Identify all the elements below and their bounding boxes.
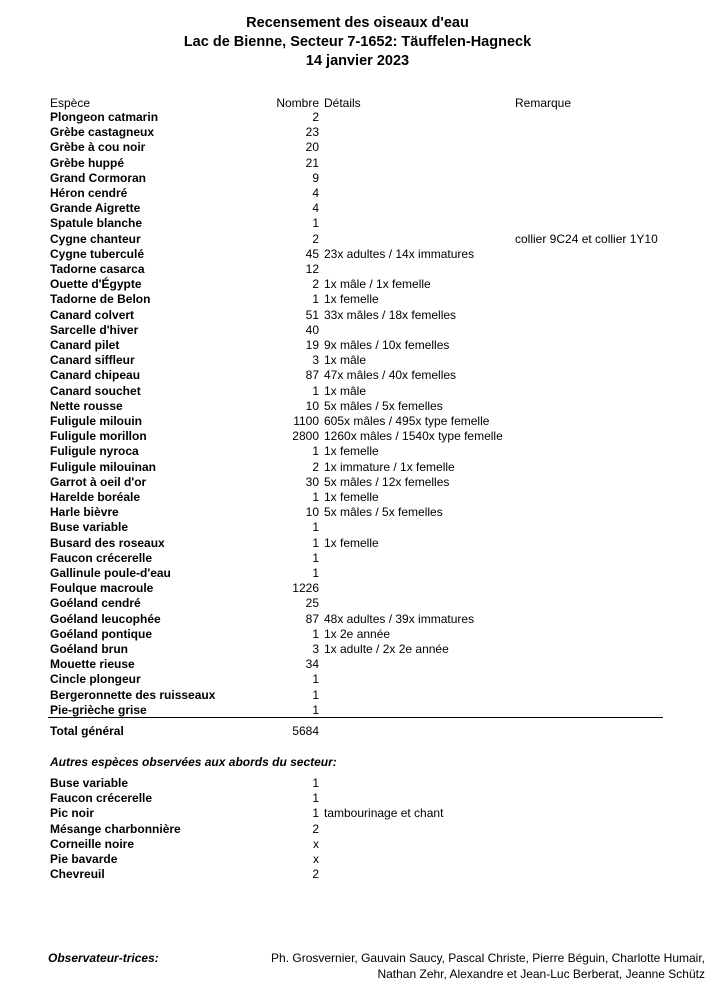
species-count: 10 (305, 398, 319, 413)
species-row (0, 110, 715, 125)
species-name: Garrot à oeil d'or (50, 474, 147, 489)
species-name: Faucon crécerelle (50, 791, 153, 806)
species-count: 34 (305, 657, 319, 672)
species-row (0, 262, 715, 277)
column-header-species: Espèce (50, 96, 91, 110)
species-details: 1x femelle (324, 490, 379, 504)
species-row (0, 581, 715, 596)
species-count: 1226 (292, 581, 319, 596)
species-name: Goéland pontique (50, 626, 152, 641)
species-row (0, 125, 715, 140)
species-count: 21 (305, 155, 319, 170)
species-count: 4 (312, 201, 319, 216)
species-count: 51 (305, 307, 319, 322)
species-name: Grand Cormoran (50, 170, 147, 185)
species-name: Goéland leucophée (50, 611, 161, 626)
species-row (0, 292, 715, 307)
species-row (0, 505, 715, 520)
document-title: Recensement des oiseaux d'eau (246, 15, 469, 31)
species-row (0, 140, 715, 155)
species-count: 1 (312, 672, 319, 687)
species-details: 5x mâles / 5x femelles (324, 398, 443, 413)
species-row (0, 596, 715, 611)
species-details: 23x adultes / 14x immatures (324, 246, 475, 261)
observers-line-2: Nathan Zehr, Alexandre et Jean-Luc Berberat, Jeanne Schütz (377, 966, 705, 981)
total-label: Total général (50, 724, 124, 738)
column-header-count: Nombre (276, 96, 319, 110)
species-row (0, 657, 715, 672)
species-name: Pie-grièche grise (50, 702, 147, 717)
species-name: Grèbe huppé (50, 155, 125, 170)
observers-line-1: Ph. Grosvernier, Gauvain Saucy, Pascal Christe, Pierre Béguin, Charlotte Humair, (271, 951, 705, 965)
other-species-row (0, 806, 715, 821)
species-count: 1 (312, 791, 319, 806)
other-species-row (0, 791, 715, 806)
species-count: 1100 (293, 414, 319, 428)
species-count: 87 (305, 368, 319, 383)
species-count: 87 (305, 611, 319, 626)
species-count: x (313, 836, 319, 851)
species-name: Mouette rieuse (50, 657, 135, 672)
species-details: 47x mâles / 40x femelles (324, 368, 457, 383)
species-count: 30 (305, 474, 319, 489)
species-name: Ouette d'Égypte (50, 277, 142, 292)
species-count: 9 (312, 170, 319, 185)
species-count: 1 (312, 566, 319, 580)
species-name: Fuligule milouinan (50, 459, 156, 474)
species-row (0, 520, 715, 535)
species-name: Héron cendré (50, 186, 128, 200)
species-name: Harelde boréale (50, 490, 141, 504)
species-row (0, 475, 715, 490)
species-count: 2 (312, 231, 319, 246)
species-details: 1x immature / 1x femelle (324, 459, 455, 474)
species-count: 10 (305, 505, 319, 520)
total-count: 5684 (292, 724, 319, 738)
species-details: 5x mâles / 12x femelles (324, 474, 450, 489)
species-name: Canard colvert (50, 307, 135, 322)
species-count: 1 (312, 216, 319, 231)
species-name: Mésange charbonnière (50, 821, 181, 836)
species-count: 1 (312, 806, 319, 821)
species-count: x (313, 852, 319, 866)
species-name: Cygne chanteur (50, 231, 141, 246)
species-row (0, 216, 715, 231)
species-details: 605x mâles / 495x type femelle (324, 414, 490, 428)
species-count: 12 (305, 262, 319, 276)
species-row (0, 338, 715, 353)
species-row (0, 368, 715, 383)
total-divider (48, 717, 663, 718)
species-count: 2 (312, 821, 319, 836)
observers-label: Observateur-trices: (48, 951, 159, 965)
species-name: Faucon crécerelle (50, 550, 153, 565)
species-count: 4 (312, 186, 319, 200)
species-name: Gallinule poule-d'eau (50, 566, 171, 580)
species-row (0, 353, 715, 368)
other-species-row (0, 837, 715, 852)
species-name: Tadorne casarca (50, 262, 145, 276)
species-name: Harle bièvre (50, 505, 119, 520)
species-count: 2 (312, 277, 319, 292)
other-species-row (0, 867, 715, 882)
species-details: 1x adulte / 2x 2e année (324, 642, 449, 656)
column-header-remark: Remarque (515, 96, 572, 110)
species-count: 1 (312, 702, 319, 717)
column-header-details: Détails (324, 96, 361, 110)
species-row (0, 429, 715, 444)
species-row (0, 703, 715, 718)
species-count: 2 (312, 110, 319, 124)
species-details: 1x mâle (324, 353, 367, 368)
species-row (0, 612, 715, 627)
species-row (0, 277, 715, 292)
species-name: Fuligule milouin (50, 414, 142, 428)
species-count: 23 (305, 125, 319, 140)
species-name: Spatule blanche (50, 216, 143, 231)
species-row (0, 201, 715, 216)
species-name: Nette rousse (50, 398, 123, 413)
species-count: 1 (312, 535, 319, 550)
species-details: 1x femelle (324, 292, 379, 307)
species-row (0, 171, 715, 186)
species-row (0, 186, 715, 201)
species-details: 5x mâles / 5x femelles (324, 505, 443, 520)
species-row (0, 642, 715, 657)
other-species-heading: Autres espèces observées aux abords du secteur: (50, 755, 337, 769)
species-name: Plongeon catmarin (50, 110, 159, 124)
species-name: Chevreuil (50, 867, 105, 882)
other-species-row (0, 852, 715, 867)
species-row (0, 308, 715, 323)
observers-list (235, 951, 705, 982)
species-name: Buse variable (50, 776, 129, 790)
species-name: Sarcelle d'hiver (50, 322, 139, 337)
species-name: Goéland brun (50, 642, 128, 656)
document-date: 14 janvier 2023 (305, 53, 410, 69)
species-count: 1 (312, 687, 319, 702)
species-row (0, 156, 715, 171)
species-row (0, 232, 715, 247)
species-remark: collier 9C24 et collier 1Y10 (515, 231, 658, 246)
species-name: Bergeronnette des ruisseaux (50, 687, 216, 702)
species-name: Canard siffleur (50, 353, 135, 368)
species-details: 1260x mâles / 1540x type femelle (324, 429, 503, 444)
species-count: 1 (312, 550, 319, 565)
species-row (0, 384, 715, 399)
species-count: 20 (305, 140, 319, 155)
species-row (0, 323, 715, 338)
species-row (0, 672, 715, 687)
species-row (0, 688, 715, 703)
species-row (0, 627, 715, 642)
species-name: Tadorne de Belon (50, 292, 151, 307)
species-details: 1x mâle (324, 383, 367, 398)
species-row (0, 399, 715, 414)
species-row (0, 444, 715, 459)
species-count: 3 (312, 642, 319, 656)
species-count: 1 (312, 626, 319, 641)
total-row (0, 724, 715, 739)
species-count: 1 (312, 520, 319, 535)
species-details: tambourinage et chant (324, 806, 444, 821)
other-species-row (0, 822, 715, 837)
species-name: Buse variable (50, 520, 129, 535)
species-name: Pic noir (50, 806, 95, 821)
species-name: Grèbe à cou noir (50, 140, 146, 155)
species-details: 9x mâles / 10x femelles (324, 338, 450, 352)
species-row (0, 566, 715, 581)
document-subtitle-location: Lac de Bienne, Secteur 7-1652: Täuffelen-Hagneck (183, 34, 532, 50)
species-name: Fuligule morillon (50, 429, 147, 444)
species-row (0, 460, 715, 475)
species-count: 19 (305, 338, 319, 352)
species-details: 48x adultes / 39x immatures (324, 611, 475, 626)
species-name: Goéland cendré (50, 596, 141, 611)
species-row (0, 490, 715, 505)
species-count: 1 (312, 776, 319, 790)
species-name: Busard des roseaux (50, 535, 165, 550)
species-count: 1 (312, 292, 319, 307)
species-name: Canard pilet (50, 338, 120, 352)
species-name: Grande Aigrette (50, 201, 141, 216)
species-count: 45 (305, 246, 319, 261)
species-name: Corneille noire (50, 836, 135, 851)
species-count: 1 (312, 444, 319, 459)
species-count: 2 (312, 867, 319, 882)
species-name: Cincle plongeur (50, 672, 141, 687)
species-name: Grèbe castagneux (50, 125, 155, 140)
species-details: 33x mâles / 18x femelles (324, 307, 457, 322)
other-species-row (0, 776, 715, 791)
species-details: 1x mâle / 1x femelle (324, 277, 431, 292)
species-name: Cygne tuberculé (50, 246, 145, 261)
species-name: Foulque macroule (50, 581, 154, 596)
species-details: 1x femelle (324, 535, 379, 550)
species-name: Pie bavarde (50, 852, 118, 866)
species-row (0, 414, 715, 429)
species-name: Canard chipeau (50, 368, 141, 383)
species-count: 40 (305, 322, 319, 337)
species-count: 3 (312, 353, 319, 368)
species-row (0, 247, 715, 262)
species-name: Canard souchet (50, 383, 141, 398)
species-count: 25 (305, 596, 319, 611)
species-count: 2 (312, 459, 319, 474)
species-name: Fuligule nyroca (50, 444, 139, 459)
species-details: 1x 2e année (324, 626, 391, 641)
species-details: 1x femelle (324, 444, 379, 459)
species-count: 1 (312, 490, 319, 504)
species-count: 2800 (292, 429, 319, 444)
species-row (0, 551, 715, 566)
species-count: 1 (312, 383, 319, 398)
species-row (0, 536, 715, 551)
